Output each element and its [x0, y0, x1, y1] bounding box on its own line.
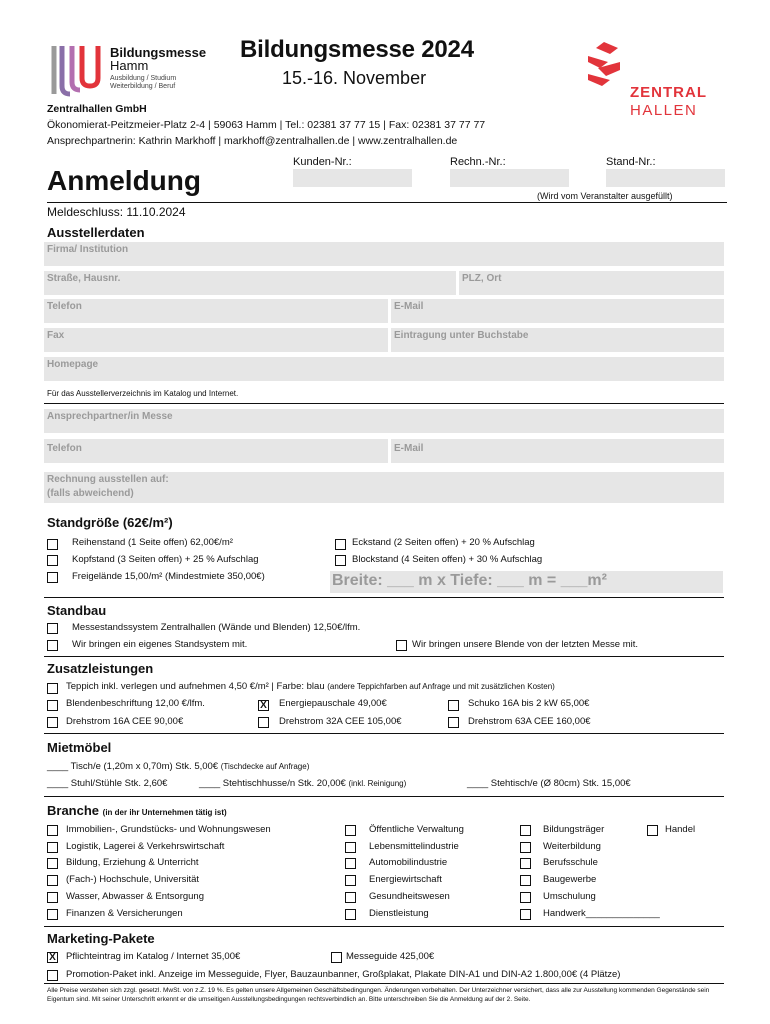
page-title: Bildungsmesse 2024 — [240, 36, 474, 63]
branche-checkbox[interactable] — [345, 875, 356, 886]
energie-label: Energiepauschale 49,00€ — [279, 698, 387, 709]
kopfstand-checkbox[interactable] — [47, 555, 58, 566]
blenden-label: Blendenbeschriftung 12,00 €/lfm. — [66, 698, 205, 709]
eigenes-system-checkbox[interactable] — [47, 640, 58, 651]
branche-option: Energiewirtschaft — [369, 874, 442, 885]
branche-checkbox[interactable] — [520, 825, 531, 836]
form-title: Anmeldung — [47, 165, 201, 196]
standmasse-label: Breite: ___ m x Tiefe: ___ m = ___m² — [332, 572, 607, 589]
telefon-field[interactable] — [44, 299, 388, 323]
branche-option: Bildung, Erziehung & Unterricht — [66, 857, 199, 868]
zentralhallen-mark-icon — [584, 42, 624, 87]
blockstand-label: Blockstand (4 Seiten offen) + 30 % Aufschlag — [352, 554, 543, 565]
logo-stripes-icon — [50, 44, 108, 99]
blenden-checkbox[interactable] — [47, 700, 58, 711]
branche-checkbox[interactable] — [520, 842, 531, 853]
kopfstand-label: Kopfstand (3 Seiten offen) + 25 % Aufschlag — [72, 554, 259, 565]
tisch-note: (Tischdecke auf Anfrage) — [220, 762, 310, 771]
logo-text-line2: Hamm — [110, 58, 149, 73]
logo-text-line3: Ausbildung / Studium — [110, 75, 177, 82]
branche-checkbox[interactable] — [345, 858, 356, 869]
rechnung-sublabel: (falls abweichend) — [47, 488, 134, 499]
section-aussteller: Ausstellerdaten — [47, 225, 145, 240]
branche-option: Öffentliche Verwaltung — [369, 824, 464, 835]
energie-checkbox[interactable]: X — [258, 700, 269, 711]
branche-option: Wasser, Abwasser & Entsorgung — [66, 891, 204, 902]
drehstrom16-label: Drehstrom 16A CEE 90,00€ — [66, 716, 184, 727]
logo-zentral-text: ZENTRAL — [630, 84, 707, 101]
branche-checkbox[interactable] — [520, 858, 531, 869]
divider — [44, 983, 724, 984]
organizer-note: (Wird vom Veranstalter ausgefüllt) — [537, 191, 673, 201]
telefon-label: Telefon — [47, 301, 82, 312]
branche-checkbox[interactable] — [47, 892, 58, 903]
section-marketing: Marketing-Pakete — [47, 931, 155, 946]
section-standbau: Standbau — [47, 603, 107, 618]
branche-checkbox[interactable] — [345, 892, 356, 903]
company-address: Ökonomierat-Peitzmeier-Platz 2-4 | 59063 Hamm | Tel.: 02381 37 77 15 | Fax: 02381 37 77 77 — [47, 119, 486, 131]
teppich-text: Teppich inkl. verlegen und aufnehmen 4,50 €/m² | Farbe: blau — [66, 681, 325, 692]
firma-field[interactable] — [44, 242, 724, 266]
logo-hallen-text: HALLEN — [630, 102, 698, 119]
logo-text-line1: Bildungsmesse — [110, 45, 207, 60]
promotion-checkbox[interactable] — [47, 970, 58, 981]
schuko-label: Schuko 16A bis 2 kW 65,00€ — [468, 698, 590, 709]
drehstrom32-checkbox[interactable] — [258, 717, 269, 728]
branche-option: Gesundheitswesen — [369, 891, 450, 902]
teppich-label — [66, 681, 555, 692]
divider — [44, 796, 724, 797]
company-name: Zentralhallen GmbH — [47, 103, 147, 115]
eckstand-label: Eckstand (2 Seiten offen) + 20 % Aufschlag — [352, 537, 535, 548]
promotion-label: Promotion-Paket inkl. Anzeige im Messeguide, Flyer, Bauzaunbanner, Großplakat, Plakate DIN-A1 und DIN-A2 1.800,00€ (4 Plätze) — [66, 969, 621, 980]
blende-label: Wir bringen unsere Blende von der letzten Messe mit. — [412, 639, 638, 650]
telefon2-field[interactable] — [44, 439, 388, 463]
email2-label: E-Mail — [394, 443, 424, 454]
email-field[interactable] — [391, 299, 724, 323]
messeguide-checkbox[interactable] — [331, 952, 342, 963]
strasse-field[interactable] — [44, 271, 456, 295]
branche-option: Finanzen & Versicherungen — [66, 908, 183, 919]
branche-checkbox[interactable] — [47, 875, 58, 886]
divider — [44, 656, 724, 657]
branche-option: Weiterbildung — [543, 841, 601, 852]
divider — [44, 403, 724, 404]
branche-checkbox[interactable] — [520, 909, 531, 920]
branche-option: Lebensmittelindustrie — [369, 841, 459, 852]
messeguide-label: Messeguide 425,00€ — [346, 951, 435, 962]
reihenstand-label: Reihenstand (1 Seite offen) 62,00€/m² — [72, 537, 233, 548]
drehstrom63-label: Drehstrom 63A CEE 160,00€ — [468, 716, 591, 727]
rechnung-field[interactable] — [44, 472, 724, 503]
teppich-note: (andere Teppichfarben auf Anfrage und mit zusätzlichen Kosten) — [327, 682, 555, 691]
drehstrom63-checkbox[interactable] — [448, 717, 459, 728]
standmasse-field[interactable] — [330, 571, 723, 593]
schuko-checkbox[interactable] — [448, 700, 459, 711]
branche-checkbox[interactable] — [520, 892, 531, 903]
homepage-field[interactable] — [44, 357, 724, 381]
branche-checkbox[interactable] — [647, 825, 658, 836]
blende-checkbox[interactable] — [396, 640, 407, 651]
rechnung-label: Rechnung ausstellen auf: — [47, 474, 169, 485]
branche-checkbox[interactable] — [345, 909, 356, 920]
branche-checkbox[interactable] — [345, 825, 356, 836]
kunden-nr-label: Kunden-Nr.: — [293, 156, 352, 168]
standsystem-checkbox[interactable] — [47, 623, 58, 634]
eigenes-system-label: Wir bringen ein eigenes Standsystem mit. — [72, 639, 248, 650]
pflichteintrag-label: Pflichteintrag im Katalog / Internet 35,00€ — [66, 951, 241, 962]
section-mietmoebel: Mietmöbel — [47, 740, 112, 755]
branche-option: Umschulung — [543, 891, 596, 902]
branche-option: Dienstleistung — [369, 908, 429, 919]
branche-option: Handwerk______________ — [543, 908, 660, 919]
branche-note: (in der ihr Unternehmen tätig ist) — [102, 808, 227, 817]
buchstabe-field[interactable] — [391, 328, 724, 352]
branche-checkbox[interactable] — [47, 909, 58, 920]
katalog-note: Für das Ausstellerverzeichnis im Katalog und Internet. — [47, 389, 239, 398]
ansprech-label: Ansprechpartner/in Messe — [47, 411, 173, 422]
branche-option: Automobilindustrie — [369, 857, 448, 868]
fax-field[interactable] — [44, 328, 388, 352]
drehstrom32-label: Drehstrom 32A CEE 105,00€ — [279, 716, 402, 727]
homepage-label: Homepage — [47, 359, 99, 370]
branche-checkbox[interactable] — [47, 825, 58, 836]
branche-checkbox[interactable] — [47, 842, 58, 853]
branche-option: Immobilien-, Grundstücks- und Wohnungswesen — [66, 824, 271, 835]
branche-checkbox[interactable] — [520, 875, 531, 886]
divider — [47, 202, 727, 203]
event-date: 15.-16. November — [282, 68, 427, 88]
branche-option: Logistik, Lagerei & Verkehrswirtschaft — [66, 841, 225, 852]
standsystem-label: Messestandssystem Zentralhallen (Wände und Blenden) 12,50€/lfm. — [72, 622, 361, 633]
husse-text: ____ Stehtischhusse/n Stk. 20,00€ — [199, 778, 346, 789]
stehtisch-label: ____ Stehtisch/e (Ø 80cm) Stk. 15,00€ — [467, 778, 631, 789]
section-standgroesse: Standgröße (62€/m²) — [47, 515, 173, 530]
bildungsmesse-logo — [50, 44, 210, 99]
email2-field[interactable] — [391, 439, 724, 463]
branche-option: Baugewerbe — [543, 874, 597, 885]
branche-checkbox[interactable] — [345, 842, 356, 853]
zentralhallen-logo — [584, 42, 724, 122]
branche-checkbox[interactable] — [47, 858, 58, 869]
tisch-text: ____ Tisch/e (1,20m x 0,70m) Stk. 5,00€ — [47, 761, 219, 772]
deadline: Meldeschluss: 11.10.2024 — [47, 205, 186, 219]
blockstand-checkbox[interactable] — [335, 555, 346, 566]
branche-option: Handel — [665, 824, 696, 835]
husse-label — [199, 778, 406, 789]
telefon2-label: Telefon — [47, 443, 82, 454]
stuhl-label: ____ Stuhl/Stühle Stk. 2,60€ — [47, 778, 168, 789]
logo-text-line4: Weiterbildung / Beruf — [110, 83, 176, 90]
stand-nr-field[interactable] — [606, 169, 725, 187]
rechn-nr-field[interactable] — [450, 169, 569, 187]
section-zusatz: Zusatzleistungen — [47, 661, 154, 676]
email-label: E-Mail — [394, 301, 424, 312]
kunden-nr-field[interactable] — [293, 169, 412, 187]
plz-label: PLZ, Ort — [462, 273, 502, 284]
strasse-label: Straße, Hausnr. — [47, 273, 121, 284]
ansprech-field[interactable] — [44, 409, 724, 433]
pflichteintrag-checkbox[interactable]: X — [47, 952, 58, 963]
drehstrom16-checkbox[interactable] — [47, 717, 58, 728]
eckstand-checkbox[interactable] — [335, 539, 346, 550]
tisch-label — [47, 761, 309, 772]
stand-nr-label: Stand-Nr.: — [606, 156, 656, 168]
reihenstand-checkbox[interactable] — [47, 539, 58, 550]
company-contact: Ansprechpartnerin: Kathrin Markhoff | markhoff@zentralhallen.de | www.zentralhallen.de — [47, 135, 458, 147]
buchstabe-label: Eintragung unter Buchstabe — [394, 330, 529, 341]
branche-option: Bildungsträger — [543, 824, 605, 835]
branche-option: Berufsschule — [543, 857, 598, 868]
plz-field[interactable] — [459, 271, 724, 295]
branche-heading: Branche — [47, 803, 100, 818]
divider — [44, 733, 724, 734]
freigelaende-checkbox[interactable] — [47, 572, 58, 583]
fax-label: Fax — [47, 330, 65, 341]
divider — [44, 926, 724, 927]
freigelaende-label: Freigelände 15,00/m² (Mindestmiete 350,00€) — [72, 571, 265, 582]
husse-note: (inkl. Reinigung) — [348, 779, 407, 788]
rechn-nr-label: Rechn.-Nr.: — [450, 156, 506, 168]
branche-option: (Fach-) Hochschule, Universität — [66, 874, 200, 885]
footer-terms: Alle Preise verstehen sich zzgl. gesetzl. MwSt. von z.Z. 19 %. Es gelten unsere Allgemeinen Geschäftsbedingungen. Änderungen vorbehalten. Der Unterzeichner versichert, dass alle zur Ausstellung kommenden Gegenstände sein Eigentum sind. Mit seiner Unterschrift erkennt er die umseitigen Ausstellungsbedingungen rechtsverbindlich an. Bitte unterschreiben Sie die Anmeldung auf der 2. Seite. — [47, 987, 710, 1003]
section-branche — [47, 803, 227, 818]
teppich-checkbox[interactable] — [47, 683, 58, 694]
divider — [44, 597, 724, 598]
firma-label: Firma/ Institution — [47, 244, 129, 255]
